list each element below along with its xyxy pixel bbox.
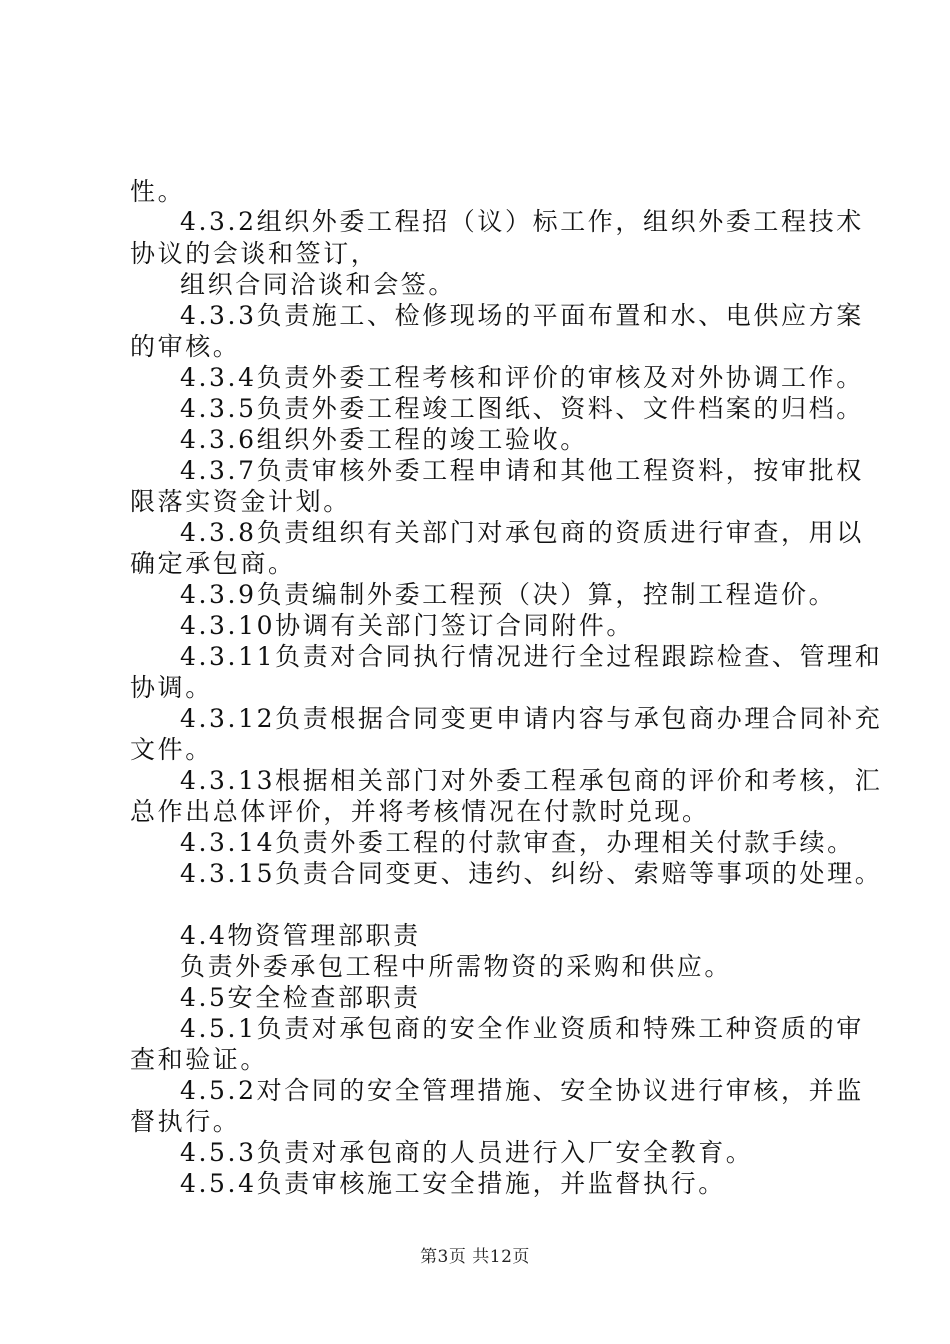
- text-line: 负责外委承包工程中所需物资的采购和供应。: [180, 952, 733, 981]
- text-line: 督执行。: [130, 1107, 241, 1136]
- text-line: 的审核。: [130, 332, 241, 361]
- section-4-3-4: 4.3.4负责外委工程考核和评价的审核及对外协调工作。: [180, 363, 864, 392]
- section-4-5-4: 4.5.4负责审核施工安全措施，并监督执行。: [180, 1169, 726, 1198]
- section-4-3-13: 4.3.13根据相关部门对外委工程承包商的评价和考核，汇: [180, 766, 883, 795]
- section-4-5-3: 4.5.3负责对承包商的人员进行入厂安全教育。: [180, 1138, 754, 1167]
- text-line: 协调。: [130, 673, 213, 702]
- heading-4-5: 4.5安全检查部职责: [180, 983, 421, 1012]
- section-4-3-11: 4.3.11负责对合同执行情况进行全过程跟踪检查、管理和: [180, 642, 883, 671]
- text-line: 总作出总体评价，并将考核情况在付款时兑现。: [130, 797, 710, 826]
- text-line: 协议的会谈和签订，: [130, 239, 379, 268]
- section-4-5-1: 4.5.1负责对承包商的安全作业资质和特殊工种资质的审: [180, 1014, 864, 1043]
- section-4-5-2: 4.5.2对合同的安全管理措施、安全协议进行审核，并监: [180, 1076, 864, 1105]
- section-4-3-8: 4.3.8负责组织有关部门对承包商的资质进行审查，用以: [180, 518, 864, 547]
- section-4-3-15: 4.3.15负责合同变更、违约、纠纷、索赔等事项的处理。: [180, 859, 883, 888]
- text-line: 查和验证。: [130, 1045, 269, 1074]
- section-4-3-12: 4.3.12负责根据合同变更申请内容与承包商办理合同补充: [180, 704, 883, 733]
- section-4-3-2: 4.3.2组织外委工程招（议）标工作，组织外委工程技术: [180, 207, 864, 236]
- section-4-3-10: 4.3.10协调有关部门签订合同附件。: [180, 611, 634, 640]
- text-line: 性。: [130, 177, 186, 206]
- section-4-3-7: 4.3.7负责审核外委工程申请和其他工程资料，按审批权: [180, 456, 864, 485]
- text-line: 组织合同洽谈和会签。: [180, 270, 457, 299]
- section-4-3-6: 4.3.6组织外委工程的竣工验收。: [180, 425, 588, 454]
- heading-4-4: 4.4物资管理部职责: [180, 921, 421, 950]
- text-line: 确定承包商。: [130, 549, 296, 578]
- page-number-footer: 第3页 共12页: [420, 1247, 530, 1267]
- section-4-3-5: 4.3.5负责外委工程竣工图纸、资料、文件档案的归档。: [180, 394, 864, 423]
- section-4-3-14: 4.3.14负责外委工程的付款审查，办理相关付款手续。: [180, 828, 855, 857]
- section-4-3-3: 4.3.3负责施工、检修现场的平面布置和水、电供应方案: [180, 301, 864, 330]
- section-4-3-9: 4.3.9负责编制外委工程预（决）算，控制工程造价。: [180, 580, 837, 609]
- text-line: 文件。: [130, 735, 213, 764]
- text-line: 限落实资金计划。: [130, 487, 351, 516]
